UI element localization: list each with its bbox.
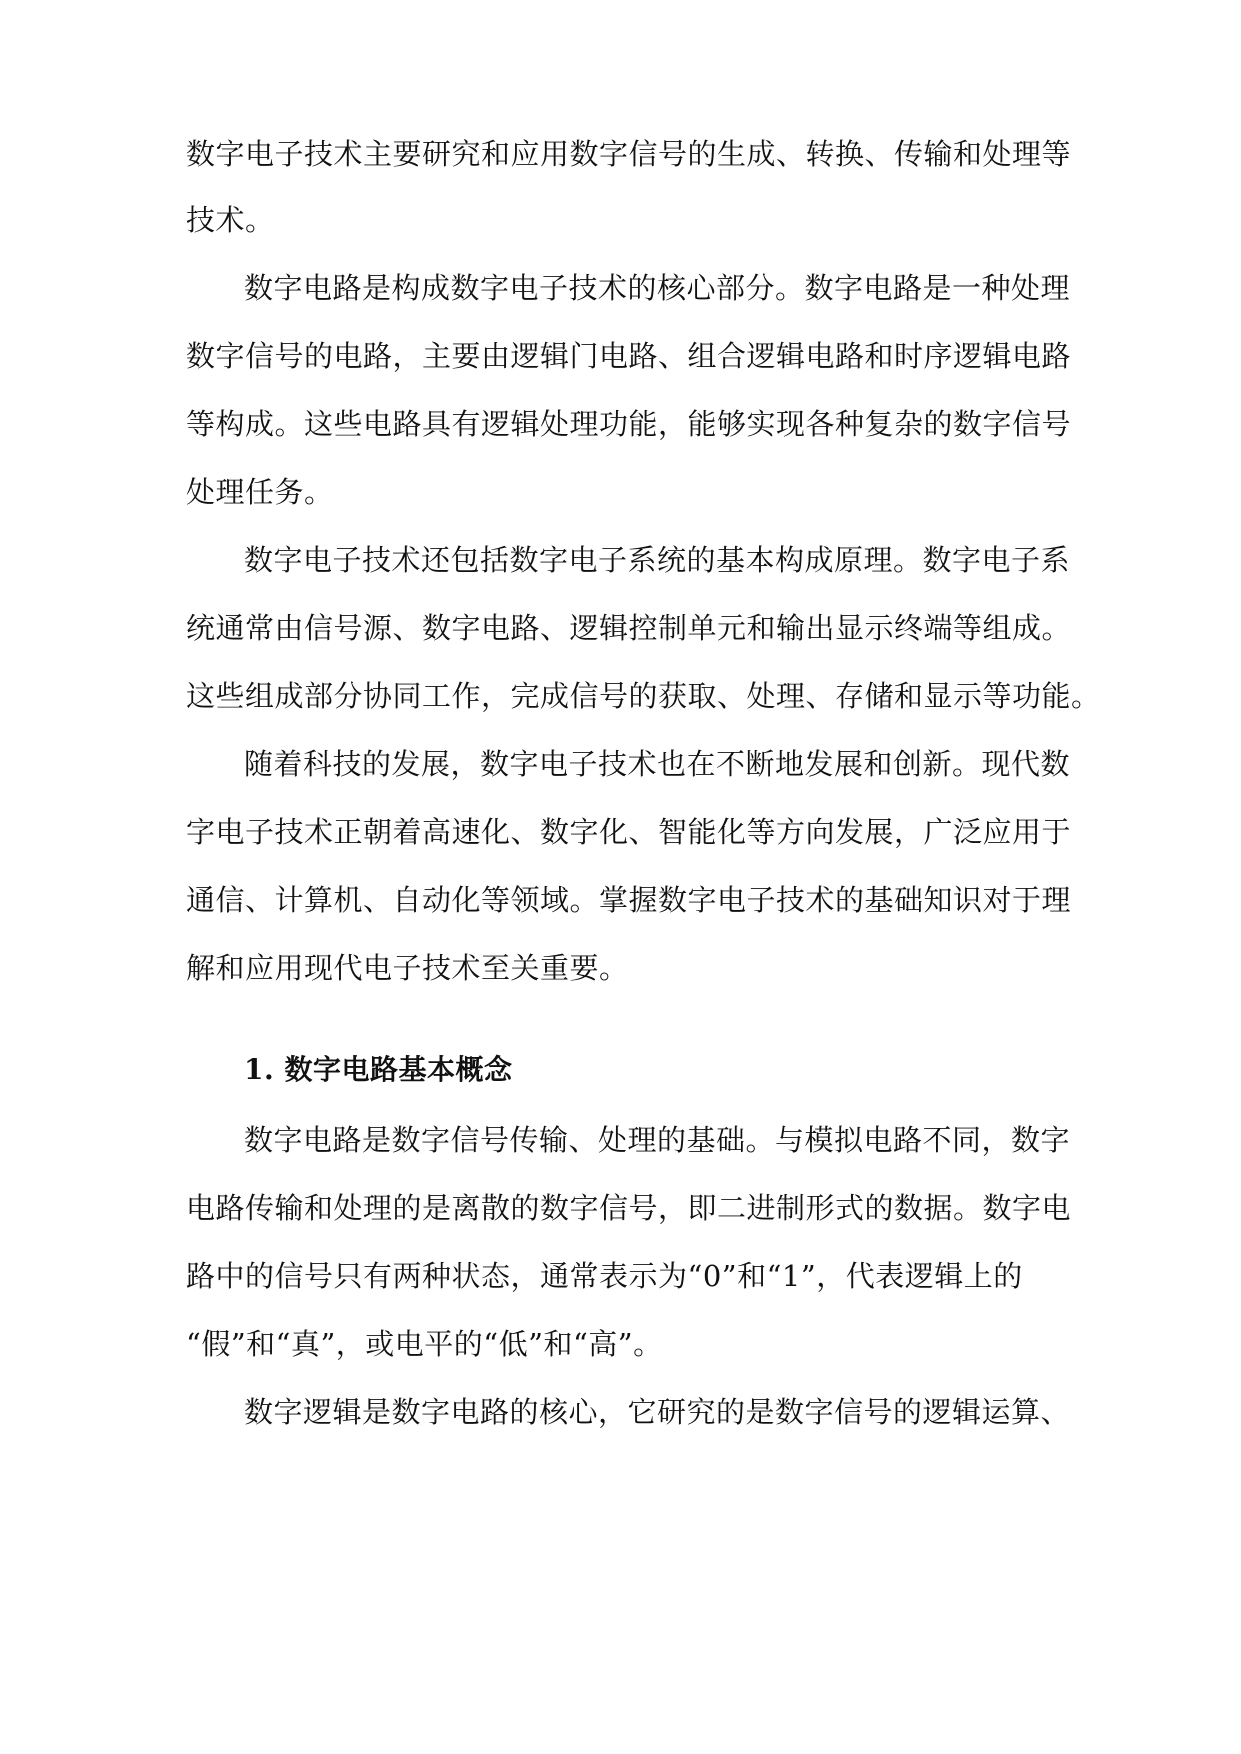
paragraph-line: 处理任务。 xyxy=(186,475,334,509)
paragraph-line: 数字逻辑是数字电路的核心，它研究的是数字信号的逻辑运算、 xyxy=(244,1395,1071,1429)
paragraph-line: “假”和“真”，或电平的“低”和“高”。 xyxy=(186,1327,663,1361)
paragraph-line: 数字电路是构成数字电子技术的核心部分。数字电路是一种处理 xyxy=(244,271,1071,305)
paragraph-line: 技术。 xyxy=(186,203,275,237)
paragraph-line: 数字信号的电路，主要由逻辑门电路、组合逻辑电路和时序逻辑电路 xyxy=(186,339,1072,373)
paragraph-line: 解和应用现代电子技术至关重要。 xyxy=(186,951,629,985)
paragraph-line: 数字电路是数字信号传输、处理的基础。与模拟电路不同，数字 xyxy=(244,1123,1071,1157)
paragraph-line: 字电子技术正朝着高速化、数字化、智能化等方向发展，广泛应用于 xyxy=(186,815,1072,849)
paragraph-line: 随着科技的发展，数字电子技术也在不断地发展和创新。现代数 xyxy=(244,747,1071,781)
paragraph-line: 通信、计算机、自动化等领域。掌握数字电子技术的基础知识对于理 xyxy=(186,883,1072,917)
paragraph-line: 这些组成部分协同工作，完成信号的获取、处理、存储和显示等功能。 xyxy=(186,679,1101,713)
paragraph-line: 数字电子技术还包括数字电子系统的基本构成原理。数字电子系 xyxy=(244,543,1071,577)
paragraph-line: 电路传输和处理的是离散的数字信号，即二进制形式的数据。数字电 xyxy=(186,1191,1072,1225)
paragraph-line: 路中的信号只有两种状态，通常表示为“0”和“1”，代表逻辑上的 xyxy=(186,1259,1023,1293)
paragraph-line: 数字电子技术主要研究和应用数字信号的生成、转换、传输和处理等 xyxy=(186,137,1072,171)
paragraph-line: 等构成。这些电路具有逻辑处理功能，能够实现各种复杂的数字信号 xyxy=(186,407,1072,441)
paragraph-line: 统通常由信号源、数字电路、逻辑控制单元和输出显示终端等组成。 xyxy=(186,611,1072,645)
section-heading: 1. 数字电路基本概念 xyxy=(244,1053,513,1086)
